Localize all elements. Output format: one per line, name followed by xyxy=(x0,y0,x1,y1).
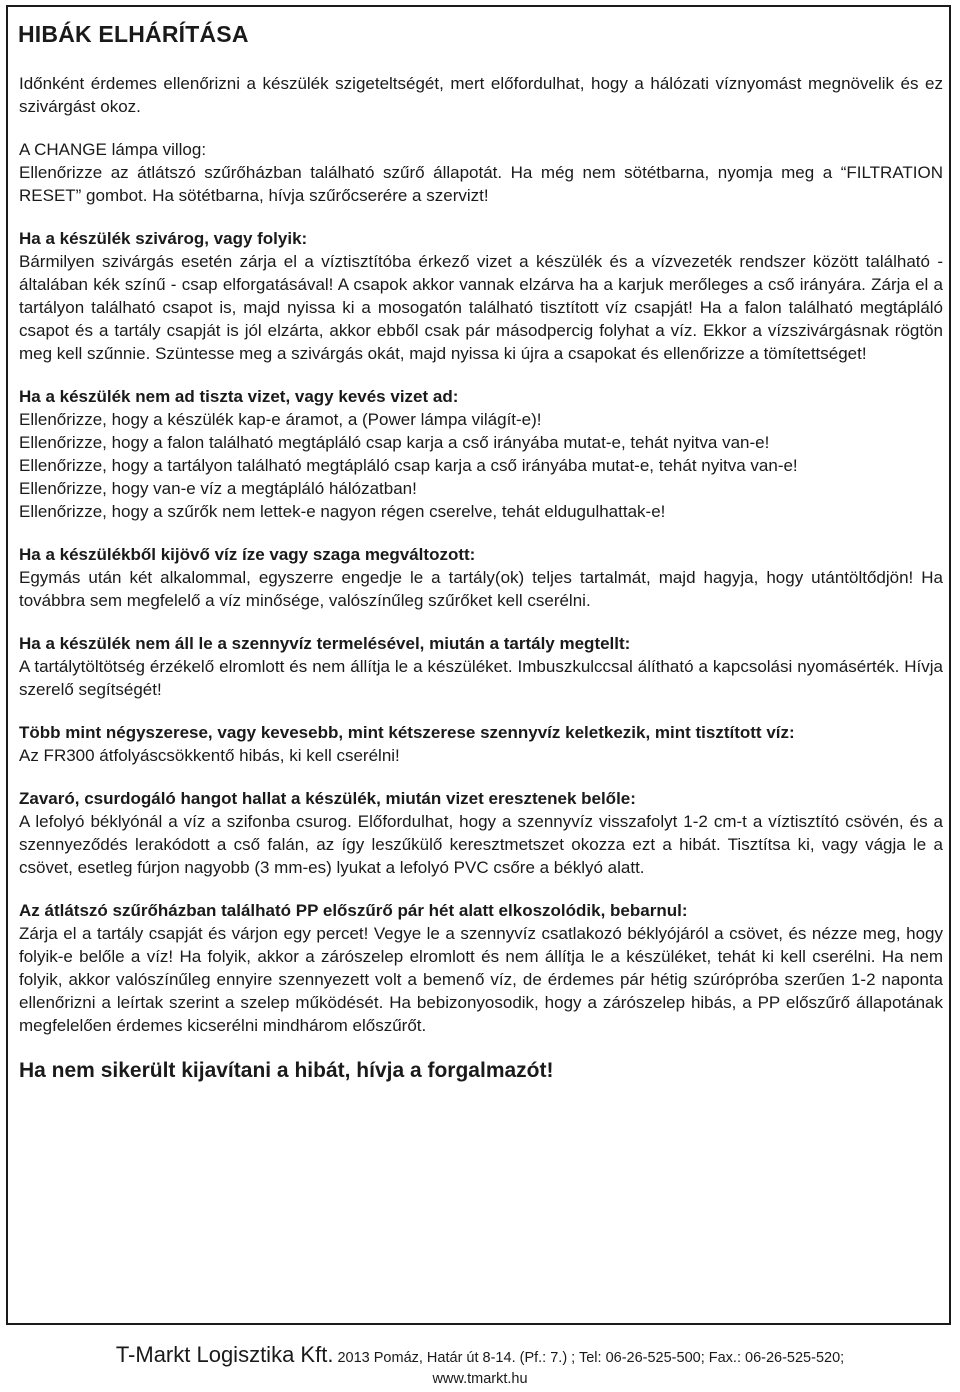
section-taste-smell xyxy=(19,543,943,612)
section-no-clean-water xyxy=(19,385,943,523)
page-title: HIBÁK ELHÁRÍTÁSA xyxy=(18,21,249,47)
section-change-lamp xyxy=(19,138,943,207)
section-text: Egymás után két alkalommal, egyszerre engedje le a tartály(ok) teljes tartalmát, majd hagyja, hogy utántöltődjön! Ha továbbra sem megfelelő a víz minősége, valószínűleg szűrőket kell cserélni. xyxy=(19,568,943,610)
section-text: Zárja el a tartály csapját és várjon egy percet! Vegye le a szennyvíz csatlakozó béklyójáról a csövet, és nézze meg, hogy folyik-e belőle a víz! Ha folyik, akkor a zárószelep elromlott és nem állítja le a készüléket, tehát ki kell cserélni. Ha nem folyik, akkor valószínűleg ennyire szennyezett volt a bemenő víz, de érdemes pár hétig szúrópróba szerűen 1-2 naponta ellenőrizni a leírtak szerint a szelep működését. Ha bebizonyosodik, hogy a zárószelep hibás, a PP előszűrő állapotának megfelelően érdemes kicserélni mindhárom előszűrőt. xyxy=(19,924,943,1035)
section-heading: Zavaró, csurdogáló hangot hallat a készülék, miután vizet eresztenek belőle: xyxy=(19,789,636,808)
section-heading: Ha a készülék nem áll le a szennyvíz termelésével, miután a tartály megtellt: xyxy=(19,634,631,653)
section-text: A tartálytöltötség érzékelő elromlott és nem állítja le a készüléket. Imbuszkulccsal álítható a kapcsolási nyomásérték. Hívja szerelő segítségét! xyxy=(19,657,943,699)
section-heading: Ha a készülékből kijövő víz íze vagy szaga megváltozott: xyxy=(19,545,476,564)
section-prefilter xyxy=(19,899,943,1037)
section-heading: A CHANGE lámpa villog: xyxy=(19,140,207,159)
footer xyxy=(0,1344,960,1389)
section-text: Az FR300 átfolyáscsökkentő hibás, ki kell cserélni! xyxy=(19,746,400,765)
section-text: Bármilyen szivárgás esetén zárja el a víztisztítóba érkező vizet a készülék és a vízvezeték rendszer között található - általában kék színű - csap elforgatásával! A csapok akkor vannak elzárva ha a karjuk merőleges a cső irányára. Zárja el a tartályon található csapot is, majd nyissa ki a mosogatón található tisztított víz csapját! Ha a falon található megtápláló csapot és a tartály csapját is jól elzárta, akkor ebből csak pár másodpercig folyhat a víz. Ekkor a vízszivárgásnak rögtön meg kell szűnnie. Szüntesse meg a szivárgás okát, majd nyissa ki újra a csapokat és ellenőrizze a tömítettséget! xyxy=(19,252,943,363)
section-text: Ellenőrizze, hogy van-e víz a megtápláló hálózatban! xyxy=(19,479,417,498)
section-wastewater-ratio xyxy=(19,721,943,767)
section-heading: Ha a készülék szivárog, vagy folyik: xyxy=(19,229,308,248)
footer-website-link[interactable]: www.tmarkt.hu xyxy=(432,1371,528,1387)
section-text: Ellenőrizze az átlátszó szűrőházban található szűrő állapotát. Ha még nem sötétbarna, nyomja meg a “FILTRATION RESET” gombot. Ha sötétbarna, hívja szűrőcserére a szervizt! xyxy=(19,163,943,205)
section-heading: Az átlátszó szűrőházban található PP előszűrő pár hét alatt elkoszolódik, bebarnul: xyxy=(19,901,688,920)
section-noise xyxy=(19,787,943,879)
intro-paragraph: Időnként érdemes ellenőrizni a készülék szigeteltségét, mert előfordulhat, hogy a hálózati víznyomást megnövelik és ez szivárgást okoz. xyxy=(19,74,943,116)
footer-company: T-Markt Logisztika Kft. xyxy=(115,1342,334,1367)
section-text: Ellenőrizze, hogy a falon található megtápláló csap karja a cső irányába mutat-e, tehát nyitva van-e! xyxy=(19,433,770,452)
document-body xyxy=(19,72,943,1085)
section-leak xyxy=(19,227,943,365)
section-heading: Ha a készülék nem ad tiszta vizet, vagy kevés vizet ad: xyxy=(19,387,459,406)
closing-call-to-action: Ha nem sikerült kijavítani a hibát, hívja a forgalmazót! xyxy=(19,1059,554,1082)
section-heading: Több mint négyszeresе, vagy kevesebb, mint kétszerese szennyvíz keletkezik, mint tisztított víz: xyxy=(19,723,795,742)
section-wastewater-not-stop xyxy=(19,632,943,701)
section-text: Ellenőrizze, hogy a tartályon található megtápláló csap karja a cső irányába mutat-e, tehát nyitva van-e! xyxy=(19,456,798,475)
footer-address: 2013 Pomáz, Határ út 8-14. (Pf.: 7.) ; Tel: 06-26-525-500; Fax.: 06-26-525-520; xyxy=(333,1350,845,1366)
section-text: Ellenőrizze, hogy a szűrők nem lettek-e nagyon régen cserelve, tehát eldugulhattak-e! xyxy=(19,502,666,521)
section-text: Ellenőrizze, hogy a készülék kap-e áramot, a (Power lámpa világít-e)! xyxy=(19,410,542,429)
section-text: A lefolyó béklyónál a víz a szifonba csurog. Előfordulhat, hogy a szennyvíz visszafolyt 1-2 cm-t a víztisztító csövén, és a szennyeződés lerakódott a cső falán, az így leszűkülő keresztmetszet okozza ezt a hibát. Tisztítsa ki, vagy vágja le a csövet, esetleg fúrjon nagyobb (3 mm-es) lyukat a lefolyó PVC csőre a béklyó alatt. xyxy=(19,812,943,877)
